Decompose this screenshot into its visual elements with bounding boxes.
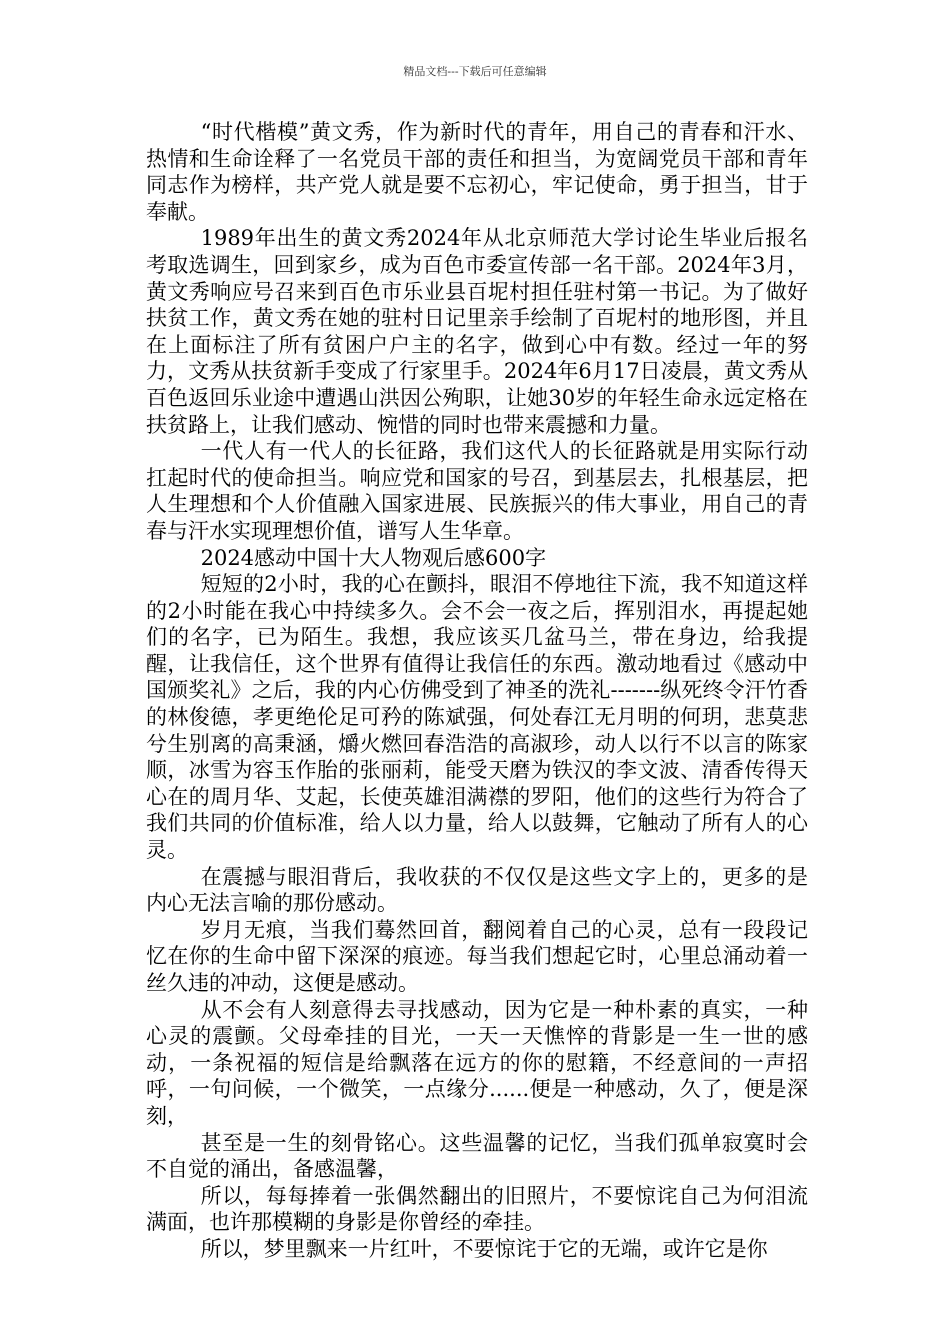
paragraph: 甚至是一生的刻骨铭心。这些温馨的记忆，当我们孤单寂寞时会不自觉的涌出，备感温馨， — [146, 1130, 808, 1182]
paragraph: 短短的2小时，我的心在颤抖，眼泪不停地往下流，我不知道这样的2小时能在我心中持续多久。会不会一夜之后，挥别泪水，再提起她们的名字，已为陌生。我想，我应该买几盆马兰，带在身边，给我提醒，让我信任，这个世界有值得让我信任的东西。激动地看过《感动中国颁奖礼》之后，我的内心仿佛受到了神圣的洗礼-------纵死终令汗竹香的林俊德，孝更绝伦足可矜的陈斌强，何处春江无月明的何玥，悲莫悲兮生别离的高秉涵，爝火燃回春浩浩的高淑珍，动人以行不以言的陈家顺，冰雪为容玉作胎的张丽莉，能受天磨为铁汉的李文波、清香传得天心在的周月华、艾起，长使英雄泪满襟的罗阳，他们的这些行为符合了我们共同的价值标准，给人以力量，给人以鼓舞，它触动了所有人的心灵。 — [146, 572, 808, 863]
paragraph: 所以，每每捧着一张偶然翻出的旧照片，不要惊诧自己为何泪流满面，也许那模糊的身影是你曾经的牵挂。 — [146, 1183, 808, 1235]
document-body — [146, 119, 808, 1263]
section-title: 2024感动中国十大人物观后感600字 — [200, 545, 547, 570]
paragraph: 从不会有人刻意得去寻找感动，因为它是一种朴素的真实，一种心灵的震颤。父母牵挂的目光，一天一天憔悴的背影是一生一世的感动，一条祝福的短信是给飘落在远方的你的慰籍，不经意间的一声招呼，一句问候，一个微笑，一点缘分......便是一种感动，久了，便是深刻， — [146, 997, 808, 1128]
paragraph: 岁月无痕，当我们蓦然回首，翻阅着自己的心灵，总有一段段记忆在你的生命中留下深深的痕迹。每当我们想起它时，心里总涌动着一丝久违的冲动，这便是感动。 — [146, 917, 808, 995]
paragraph: 一代人有一代人的长征路，我们这代人的长征路就是用实际行动扛起时代的使命担当。响应党和国家的号召，到基层去，扎根基层，把人生理想和个人价值融入国家进展、民族振兴的伟大事业，用自己的青春与汗水实现理想价值，谱写人生华章。 — [146, 439, 808, 543]
page-header: 精品文档---下载后可任意编辑 — [403, 65, 547, 78]
paragraph: “时代楷模”黄文秀，作为新时代的青年，用自己的青春和汗水、热情和生命诠释了一名党员干部的责任和担当，为宽阔党员干部和青年同志作为榜样，共产党人就是要不忘初心，牢记使命，勇于担当，甘于奉献。 — [146, 120, 808, 224]
paragraph: 在震撼与眼泪背后，我收获的不仅仅是这些文字上的，更多的是内心无法言喻的那份感动。 — [146, 864, 808, 916]
paragraph: 所以，梦里飘来一片红叶，不要惊诧于它的无端，或许它是你 — [200, 1236, 768, 1261]
paragraph: 1989年出生的黄文秀2024年从北京师范大学讨论生毕业后报名考取选调生，回到家乡，成为百色市委宣传部一名干部。2024年3月，黄文秀响应号召来到百色市乐业县百坭村担任驻村第一书记。为了做好扶贫工作，黄文秀在她的驻村日记里亲手绘制了百坭村的地形图，并且在上面标注了所有贫困户户主的名字，做到心中有数。经过一年的努力，文秀从扶贫新手变成了行家里手。2024年6月17日凌晨，黄文秀从百色返回乐业途中遭遇山洪因公殉职，让她30岁的年轻生命永远定格在扶贫路上，让我们感动、惋惜的同时也带来震撼和力量。 — [146, 226, 808, 437]
